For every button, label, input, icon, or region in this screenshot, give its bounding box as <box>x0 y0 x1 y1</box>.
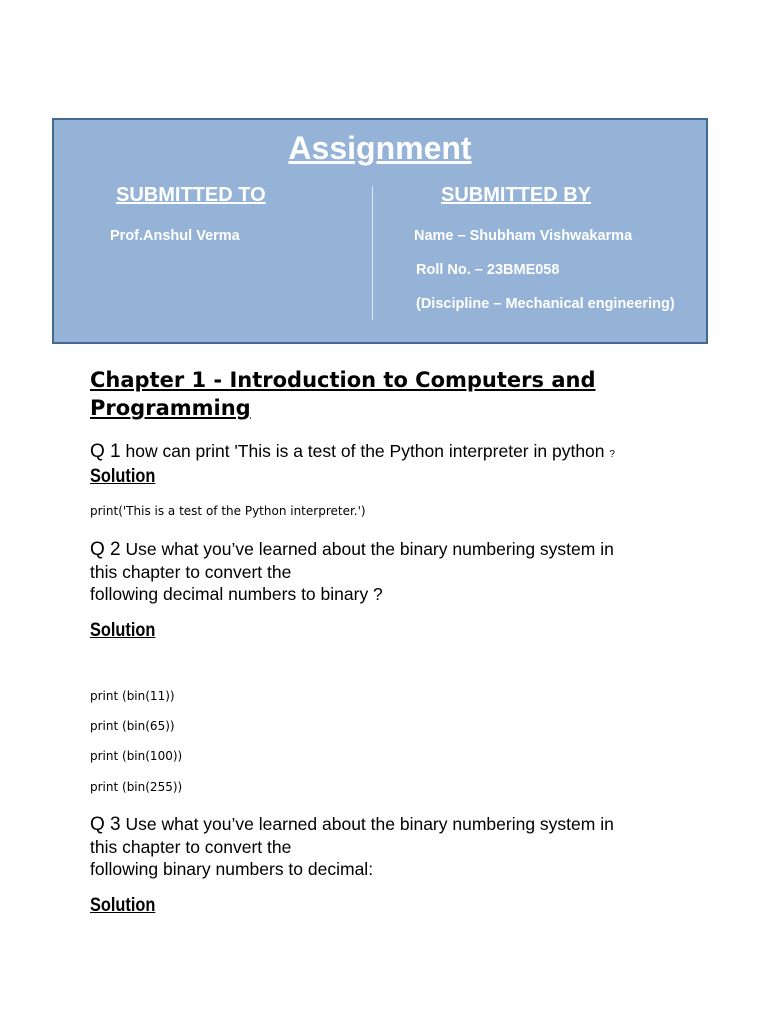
roll-number: Roll No. – 23BME058 <box>416 262 560 278</box>
question-text-line: following binary numbers to decimal: <box>90 859 374 879</box>
assignment-title: Assignment <box>288 130 472 166</box>
code-line: print (bin(255)) <box>90 780 183 794</box>
question-text: how can print 'This is a test of the Python interpreter in python <box>125 441 605 461</box>
code-line: print (bin(65)) <box>90 719 175 733</box>
question-text-line: this chapter to convert the <box>90 837 292 857</box>
question-3 <box>90 813 690 880</box>
question-text-line: Use what you’ve learned about the binary numbering system in <box>125 539 614 559</box>
question-1 <box>90 440 690 466</box>
submitted-to-heading: SUBMITTED TO <box>116 184 266 206</box>
code-line: print (bin(100)) <box>90 749 183 763</box>
discipline: (Discipline – Mechanical engineering) <box>416 296 675 312</box>
question-text-line: following decimal numbers to binary ? <box>90 584 383 604</box>
question-number: Q 3 <box>90 814 121 835</box>
solution-heading-1: Solution <box>90 466 156 487</box>
assignment-header-box <box>52 118 708 344</box>
question-number: Q 2 <box>90 539 121 560</box>
student-name: Name – Shubham Vishwakarma <box>414 228 633 244</box>
chapter-title: Chapter 1 - Introduction to Computers and Programming <box>90 368 596 420</box>
question-mark: ? <box>609 449 615 460</box>
code-line: print('This is a test of the Python interpreter.') <box>90 504 366 518</box>
question-text-line: this chapter to convert the <box>90 562 292 582</box>
submitted-by-heading: SUBMITTED BY <box>441 184 591 206</box>
solution-heading-3: Solution <box>90 895 156 916</box>
question-number: Q 1 <box>90 441 121 462</box>
question-text-line: Use what you’ve learned about the binary numbering system in <box>125 814 614 834</box>
solution-heading-2: Solution <box>90 620 156 641</box>
question-2 <box>90 538 690 605</box>
professor-name: Prof.Anshul Verma <box>110 228 240 244</box>
column-divider <box>372 186 373 320</box>
code-line: print (bin(11)) <box>90 689 175 703</box>
